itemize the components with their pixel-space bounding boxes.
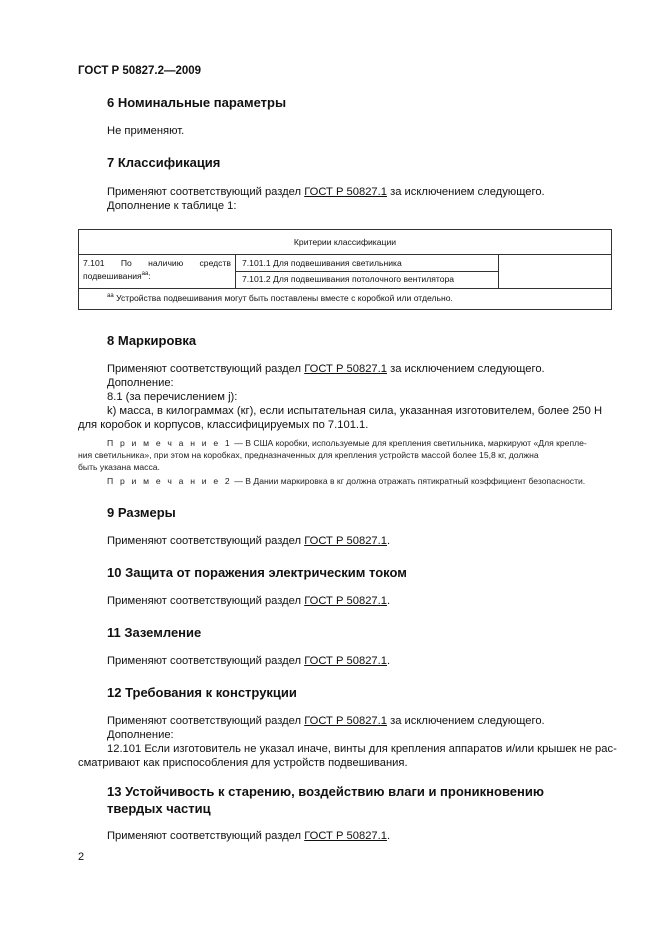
section-13-title bbox=[107, 783, 544, 817]
text-post: за исключением следующего. bbox=[386, 186, 545, 198]
section-10-text bbox=[107, 594, 390, 608]
section-12-title: 12 Требования к конструкции bbox=[107, 685, 297, 700]
text-post: . bbox=[386, 535, 391, 547]
note-label: П р и м е ч а н и е 2 bbox=[107, 476, 232, 486]
standard-ref-link[interactable]: ГОСТ Р 50827.1 bbox=[304, 186, 387, 198]
section-13-text bbox=[107, 829, 390, 843]
footnote-text: Устройства подвешивания могут быть поставлены вместе с коробкой или отдельно. bbox=[113, 293, 453, 303]
section-8-note-1 bbox=[78, 437, 608, 473]
criterion-line2 bbox=[83, 269, 231, 282]
criterion-line1 bbox=[83, 258, 231, 269]
text-post: . bbox=[386, 655, 391, 667]
title-line: твердых частиц bbox=[107, 801, 211, 816]
word: 7.101 bbox=[83, 258, 105, 268]
section-8-title: 8 Маркировка bbox=[107, 333, 197, 348]
text-pre: Применяют соответствующий раздел bbox=[107, 186, 305, 198]
section-6-title: 6 Номинальные параметры bbox=[107, 95, 287, 110]
section-11-title: 11 Заземление bbox=[107, 625, 202, 640]
footnote-marker: аа bbox=[107, 293, 114, 300]
text-pre: Применяют соответствующий раздел bbox=[107, 655, 305, 667]
title-line: 13 Устойчивость к старению, воздействию влаги и проникновению bbox=[107, 784, 544, 799]
standard-ref-link[interactable]: ГОСТ Р 50827.1 bbox=[304, 363, 387, 375]
standard-ref-link[interactable]: ГОСТ Р 50827.1 bbox=[304, 830, 387, 842]
section-12-line1 bbox=[107, 714, 545, 728]
word: средств bbox=[199, 258, 231, 268]
section-7-line2: Дополнение к таблице 1: bbox=[107, 200, 237, 212]
table-footnote bbox=[79, 288, 611, 310]
standard-ref-link[interactable]: ГОСТ Р 50827.1 bbox=[304, 535, 387, 547]
table-cell-option-2: 7.101.2 Для подвешивания потолочного вентилятора bbox=[236, 272, 499, 288]
text-post: . bbox=[386, 595, 391, 607]
note-label: П р и м е ч а н и е 1 bbox=[107, 438, 232, 448]
colon: : bbox=[148, 270, 151, 281]
note-text: — В США коробки, используемые для крепления светильника, маркируют «Для крепле- bbox=[231, 438, 587, 448]
text-pre: Применяют соответствующий раздел bbox=[107, 715, 305, 727]
section-8-line1 bbox=[107, 362, 545, 376]
table-cell-criterion bbox=[79, 255, 236, 288]
text-pre: Применяют соответствующий раздел bbox=[107, 830, 305, 842]
section-8-line3: 8.1 (за перечислением j): bbox=[107, 391, 238, 403]
section-6-text: Не применяют. bbox=[107, 125, 185, 137]
text-post: за исключением следующего. bbox=[386, 363, 545, 375]
standard-ref-link[interactable]: ГОСТ Р 50827.1 bbox=[304, 655, 387, 667]
footnote-marker: аа bbox=[141, 271, 149, 277]
section-12-line2: Дополнение: bbox=[107, 729, 174, 741]
classification-table bbox=[78, 229, 612, 310]
standard-ref-link[interactable]: ГОСТ Р 50827.1 bbox=[304, 715, 387, 727]
document-header: ГОСТ Р 50827.2—2009 bbox=[78, 65, 202, 77]
text-post: за исключением следующего. bbox=[386, 715, 545, 727]
note-text: ния светильника», при этом на коробках, предназначенных для крепления устройств массой более 15,8 кг, должна bbox=[78, 450, 539, 460]
page-number: 2 bbox=[78, 851, 85, 863]
table-cell-option-1: 7.101.1 Для подвешивания светильника bbox=[236, 255, 499, 272]
table-header: Критерии классификации bbox=[79, 230, 611, 255]
section-7-line1 bbox=[107, 185, 545, 199]
section-8-note-2 bbox=[78, 475, 608, 487]
section-7-title: 7 Классификация bbox=[107, 155, 221, 170]
section-12-line3b: сматривают как приспособления для устройств подвешивания. bbox=[78, 757, 408, 769]
standard-ref-link[interactable]: ГОСТ Р 50827.1 bbox=[304, 595, 387, 607]
note-text: быть указана масса. bbox=[78, 462, 160, 472]
section-11-text bbox=[107, 654, 390, 668]
text-pre: Применяют соответствующий раздел bbox=[107, 595, 305, 607]
section-9-text bbox=[107, 534, 390, 548]
note-text: — В Дании маркировка в кг должна отражать пятикратный коэффициент безопасности. bbox=[231, 476, 586, 486]
text-pre: Применяют соответствующий раздел bbox=[107, 535, 305, 547]
word: наличию bbox=[148, 258, 184, 268]
word: подвешивания bbox=[83, 270, 142, 281]
section-8-line4b: для коробок и корпусов, классифицируемых по 7.101.1. bbox=[78, 419, 369, 431]
text-post: . bbox=[386, 830, 391, 842]
section-12-line3a: 12.101 Если изготовитель не указал иначе, винты для крепления аппаратов и/или крышек не рас- bbox=[107, 743, 617, 755]
section-8-line4a: k) масса, в килограммах (кг), если испытательная сила, указанная изготовителем, более 250 Н bbox=[107, 405, 603, 417]
section-10-title: 10 Защита от поражения электрическим током bbox=[107, 565, 407, 580]
section-9-title: 9 Размеры bbox=[107, 505, 176, 520]
section-8-line2: Дополнение: bbox=[107, 377, 174, 389]
text-pre: Применяют соответствующий раздел bbox=[107, 363, 305, 375]
word: По bbox=[120, 258, 132, 268]
